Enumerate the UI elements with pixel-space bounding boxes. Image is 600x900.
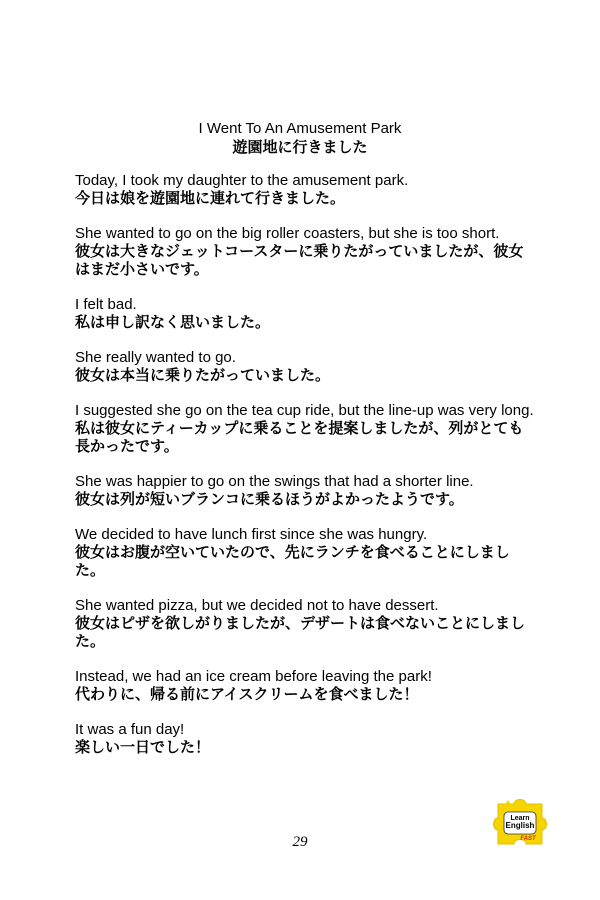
paragraph-3 — [75, 296, 535, 331]
sentence-japanese: 彼女はお腹が空いていたので、先にランチを食べることにしました。 — [75, 543, 510, 579]
paragraph-6 — [75, 473, 535, 508]
sentence-english: I suggested she go on the tea cup ride, but the line-up was very long. — [75, 402, 534, 419]
sentence-english: She wanted pizza, but we decided not to have dessert. — [75, 597, 439, 614]
sentence-english: I felt bad. — [75, 296, 137, 313]
paragraph-1 — [75, 172, 535, 207]
paragraph-2 — [75, 225, 535, 278]
story-title — [0, 120, 600, 157]
sentence-japanese: 私は申し訳なく思いました。 — [75, 313, 271, 331]
logo-text-learn: Learn — [510, 815, 530, 822]
sentence-english: We decided to have lunch first since she was hungry. — [75, 526, 428, 543]
learn-english-fast-logo — [490, 790, 550, 850]
sentence-english: Instead, we had an ice cream before leaving the park! — [75, 668, 432, 685]
paragraph-9 — [75, 668, 535, 703]
sentence-japanese: 私は彼女にティーカップに乗ることを提案しましたが、列がとても長かったです。 — [75, 419, 524, 455]
sentence-english: Today, I took my daughter to the amusement park. — [75, 172, 409, 189]
sentence-english: She really wanted to go. — [75, 349, 236, 366]
title-japanese: 遊園地に行きました — [232, 138, 368, 156]
puzzle-logo-icon — [490, 790, 550, 850]
page-number: 29 — [292, 834, 308, 850]
sentence-english: She wanted to go on the big roller coasters, but she is too short. — [75, 225, 500, 242]
paragraph-7 — [75, 526, 535, 579]
sentence-english: She was happier to go on the swings that had a shorter line. — [75, 473, 474, 490]
paragraph-8 — [75, 597, 535, 650]
paragraph-10 — [75, 721, 535, 756]
sentence-japanese: 今日は娘を遊園地に連れて行きました。 — [75, 189, 346, 207]
sentence-japanese: 楽しい一日でした！ — [75, 738, 211, 756]
logo-text-fast: FAST — [520, 836, 536, 842]
paragraph-5 — [75, 402, 535, 455]
logo-text-english: English — [505, 821, 535, 830]
sentence-japanese: 彼女はピザを欲しがりましたが、デザートは食べないことにしました。 — [75, 614, 526, 650]
paragraph-4 — [75, 349, 535, 384]
sentence-japanese: 彼女は大きなジェットコースターに乗りたがっていましたが、彼女はまだ小さいです。 — [75, 242, 524, 278]
sentence-japanese: 彼女は本当に乗りたがっていました。 — [75, 366, 331, 384]
sentence-japanese: 彼女は列が短いブランコに乗るほうがよかったようです。 — [75, 490, 464, 508]
sentence-japanese: 代わりに、帰る前にアイスクリームを食べました！ — [75, 685, 419, 703]
sentence-english: It was a fun day! — [75, 721, 185, 738]
story-content — [75, 172, 535, 774]
title-english: I Went To An Amusement Park — [198, 120, 402, 137]
